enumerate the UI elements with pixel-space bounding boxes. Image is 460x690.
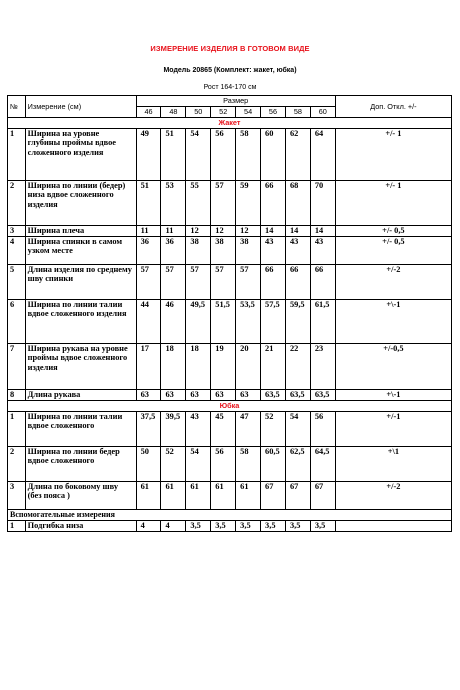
size-value: 38: [211, 237, 236, 265]
aux-section-header: [8, 510, 452, 521]
size-value: 56: [211, 129, 236, 181]
size-value: 57: [211, 181, 236, 226]
document-title: ИЗМЕРЕНИЕ ИЗДЕЛИЯ В ГОТОВОМ ВИДЕ: [150, 44, 310, 53]
size-value: 67: [261, 482, 286, 510]
size-value: 66: [310, 265, 335, 300]
size-cell: 52: [211, 107, 236, 118]
tolerance-value: +\-1: [335, 390, 451, 401]
size-value: 60: [261, 129, 286, 181]
size-cell: 56: [261, 107, 286, 118]
row-number: 1: [8, 521, 26, 532]
size-value: 66: [261, 265, 286, 300]
row-number: 3: [8, 482, 26, 510]
size-value: 66: [285, 265, 310, 300]
size-value: 38: [186, 237, 211, 265]
size-value: 17: [136, 344, 161, 390]
size-value: 43: [285, 237, 310, 265]
table-row: [8, 237, 452, 265]
size-value: 57: [211, 265, 236, 300]
size-cell: 60: [310, 107, 335, 118]
size-cell: 46: [136, 107, 161, 118]
size-value: 61: [236, 482, 261, 510]
size-value: 63,5: [261, 390, 286, 401]
size-value: 39,5: [161, 412, 186, 447]
size-value: 18: [186, 344, 211, 390]
aux-section-header-label: Вспомогательные измерения: [8, 510, 452, 521]
size-value: 3,5: [186, 521, 211, 532]
measurement-name: Ширина по линии (бедер) низа вдвое сложенного изделия: [25, 181, 136, 226]
measurement-name: Ширина спинки в самом узком месте: [25, 237, 136, 265]
header-measure: Измерение (см): [25, 96, 136, 118]
table-row: [8, 265, 452, 300]
tolerance-value: +/-1: [335, 412, 451, 447]
table-row: [8, 129, 452, 181]
size-cell: 58: [285, 107, 310, 118]
size-value: 46: [161, 300, 186, 344]
size-value: 47: [236, 412, 261, 447]
size-value: 66: [261, 181, 286, 226]
size-value: 56: [211, 447, 236, 482]
measurement-name: Ширина плеча: [25, 226, 136, 237]
measurement-name: Ширина на уровне глубины проймы вдвое сложенного изделия: [25, 129, 136, 181]
table-row: [8, 521, 452, 532]
size-value: 67: [285, 482, 310, 510]
size-value: 64: [310, 129, 335, 181]
size-value: 59,5: [285, 300, 310, 344]
size-value: 52: [161, 447, 186, 482]
section-header-label: Юбка: [8, 401, 452, 412]
size-value: 18: [161, 344, 186, 390]
size-value: 4: [161, 521, 186, 532]
table-row: [8, 226, 452, 237]
size-value: 58: [236, 129, 261, 181]
size-value: 63: [136, 390, 161, 401]
measurement-name: Ширина рукава на уровне проймы вдвое сложенного изделия: [25, 344, 136, 390]
section-header-label: Жакет: [8, 118, 452, 129]
row-number: 6: [8, 300, 26, 344]
size-value: 51: [136, 181, 161, 226]
size-value: 54: [186, 447, 211, 482]
size-value: 37,5: [136, 412, 161, 447]
table-row: [8, 390, 452, 401]
header-row: [8, 96, 452, 107]
size-value: 57,5: [261, 300, 286, 344]
size-cell: 54: [236, 107, 261, 118]
tolerance-value: +\1: [335, 447, 451, 482]
size-value: 57: [186, 265, 211, 300]
tolerance-value: +/- 0,5: [335, 237, 451, 265]
size-value: 55: [186, 181, 211, 226]
size-value: 56: [310, 412, 335, 447]
row-number: 1: [8, 129, 26, 181]
table-row: [8, 482, 452, 510]
size-value: 54: [285, 412, 310, 447]
size-value: 44: [136, 300, 161, 344]
table-row: [8, 300, 452, 344]
tolerance-value: +/-0,5: [335, 344, 451, 390]
tolerance-value: +\-1: [335, 300, 451, 344]
size-value: 11: [136, 226, 161, 237]
measurement-name: Ширина по линии талии вдвое сложенного: [25, 412, 136, 447]
row-number: 3: [8, 226, 26, 237]
size-value: 21: [261, 344, 286, 390]
size-value: 63: [211, 390, 236, 401]
header-num: №: [8, 96, 26, 118]
size-value: 43: [310, 237, 335, 265]
size-value: 36: [161, 237, 186, 265]
tolerance-value: +/-2: [335, 265, 451, 300]
size-value: 63: [186, 390, 211, 401]
size-value: 14: [285, 226, 310, 237]
size-cell: 48: [161, 107, 186, 118]
size-value: 63: [236, 390, 261, 401]
size-value: 38: [236, 237, 261, 265]
tolerance-value: [335, 521, 451, 532]
model-subtitle: Модель 20865 (Комплект: жакет, юбка): [163, 67, 297, 74]
size-value: 57: [161, 265, 186, 300]
size-value: 51: [161, 129, 186, 181]
tolerance-value: +/-2: [335, 482, 451, 510]
size-value: 61,5: [310, 300, 335, 344]
size-value: 70: [310, 181, 335, 226]
tolerance-value: +/- 1: [335, 129, 451, 181]
size-value: 63,5: [285, 390, 310, 401]
measurement-name: Длина по боковому шву (без пояса ): [25, 482, 136, 510]
size-value: 50: [136, 447, 161, 482]
size-value: 12: [211, 226, 236, 237]
size-value: 22: [285, 344, 310, 390]
size-value: 63: [161, 390, 186, 401]
table-row: [8, 447, 452, 482]
row-number: 1: [8, 412, 26, 447]
size-value: 57: [236, 265, 261, 300]
size-value: 43: [186, 412, 211, 447]
size-value: 3,5: [236, 521, 261, 532]
size-value: 59: [236, 181, 261, 226]
size-value: 3,5: [285, 521, 310, 532]
size-value: 43: [261, 237, 286, 265]
size-value: 19: [211, 344, 236, 390]
size-value: 61: [186, 482, 211, 510]
size-value: 62: [285, 129, 310, 181]
size-value: 63,5: [310, 390, 335, 401]
section-header: [8, 118, 452, 129]
row-number: 4: [8, 237, 26, 265]
size-value: 14: [261, 226, 286, 237]
table-row: [8, 344, 452, 390]
size-value: 67: [310, 482, 335, 510]
measurement-name: Длина рукава: [25, 390, 136, 401]
row-number: 7: [8, 344, 26, 390]
size-value: 61: [211, 482, 236, 510]
height-range: Рост 164-170 см: [203, 84, 257, 91]
tolerance-value: +/- 0,5: [335, 226, 451, 237]
size-value: 12: [236, 226, 261, 237]
size-value: 49: [136, 129, 161, 181]
size-value: 60,5: [261, 447, 286, 482]
size-value: 64,5: [310, 447, 335, 482]
size-value: 3,5: [211, 521, 236, 532]
size-value: 4: [136, 521, 161, 532]
row-number: 2: [8, 447, 26, 482]
measurement-name: Подгибка низа: [25, 521, 136, 532]
measurement-name: Ширина по линии талии вдвое сложенного изделия: [25, 300, 136, 344]
row-number: 8: [8, 390, 26, 401]
size-value: 20: [236, 344, 261, 390]
size-value: 61: [136, 482, 161, 510]
size-value: 23: [310, 344, 335, 390]
measurement-name: Длина изделия по среднему шву спинки: [25, 265, 136, 300]
size-value: 58: [236, 447, 261, 482]
size-cell: 50: [186, 107, 211, 118]
size-value: 49,5: [186, 300, 211, 344]
size-value: 57: [136, 265, 161, 300]
row-number: 5: [8, 265, 26, 300]
size-value: 36: [136, 237, 161, 265]
size-value: 54: [186, 129, 211, 181]
tolerance-value: +/- 1: [335, 181, 451, 226]
size-value: 61: [161, 482, 186, 510]
header-size: Размер: [136, 96, 335, 107]
measurement-table: [7, 95, 452, 532]
size-value: 53: [161, 181, 186, 226]
size-value: 62,5: [285, 447, 310, 482]
size-value: 3,5: [310, 521, 335, 532]
size-value: 53,5: [236, 300, 261, 344]
size-value: 3,5: [261, 521, 286, 532]
size-value: 51,5: [211, 300, 236, 344]
size-value: 45: [211, 412, 236, 447]
row-number: 2: [8, 181, 26, 226]
size-value: 12: [186, 226, 211, 237]
size-value: 14: [310, 226, 335, 237]
table-row: [8, 181, 452, 226]
section-header: [8, 401, 452, 412]
size-value: 68: [285, 181, 310, 226]
header-tolerance: Доп. Откл. +/-: [335, 96, 451, 118]
size-value: 11: [161, 226, 186, 237]
table-row: [8, 412, 452, 447]
measurement-name: Ширина по линии бедер вдвое сложенного: [25, 447, 136, 482]
size-value: 52: [261, 412, 286, 447]
